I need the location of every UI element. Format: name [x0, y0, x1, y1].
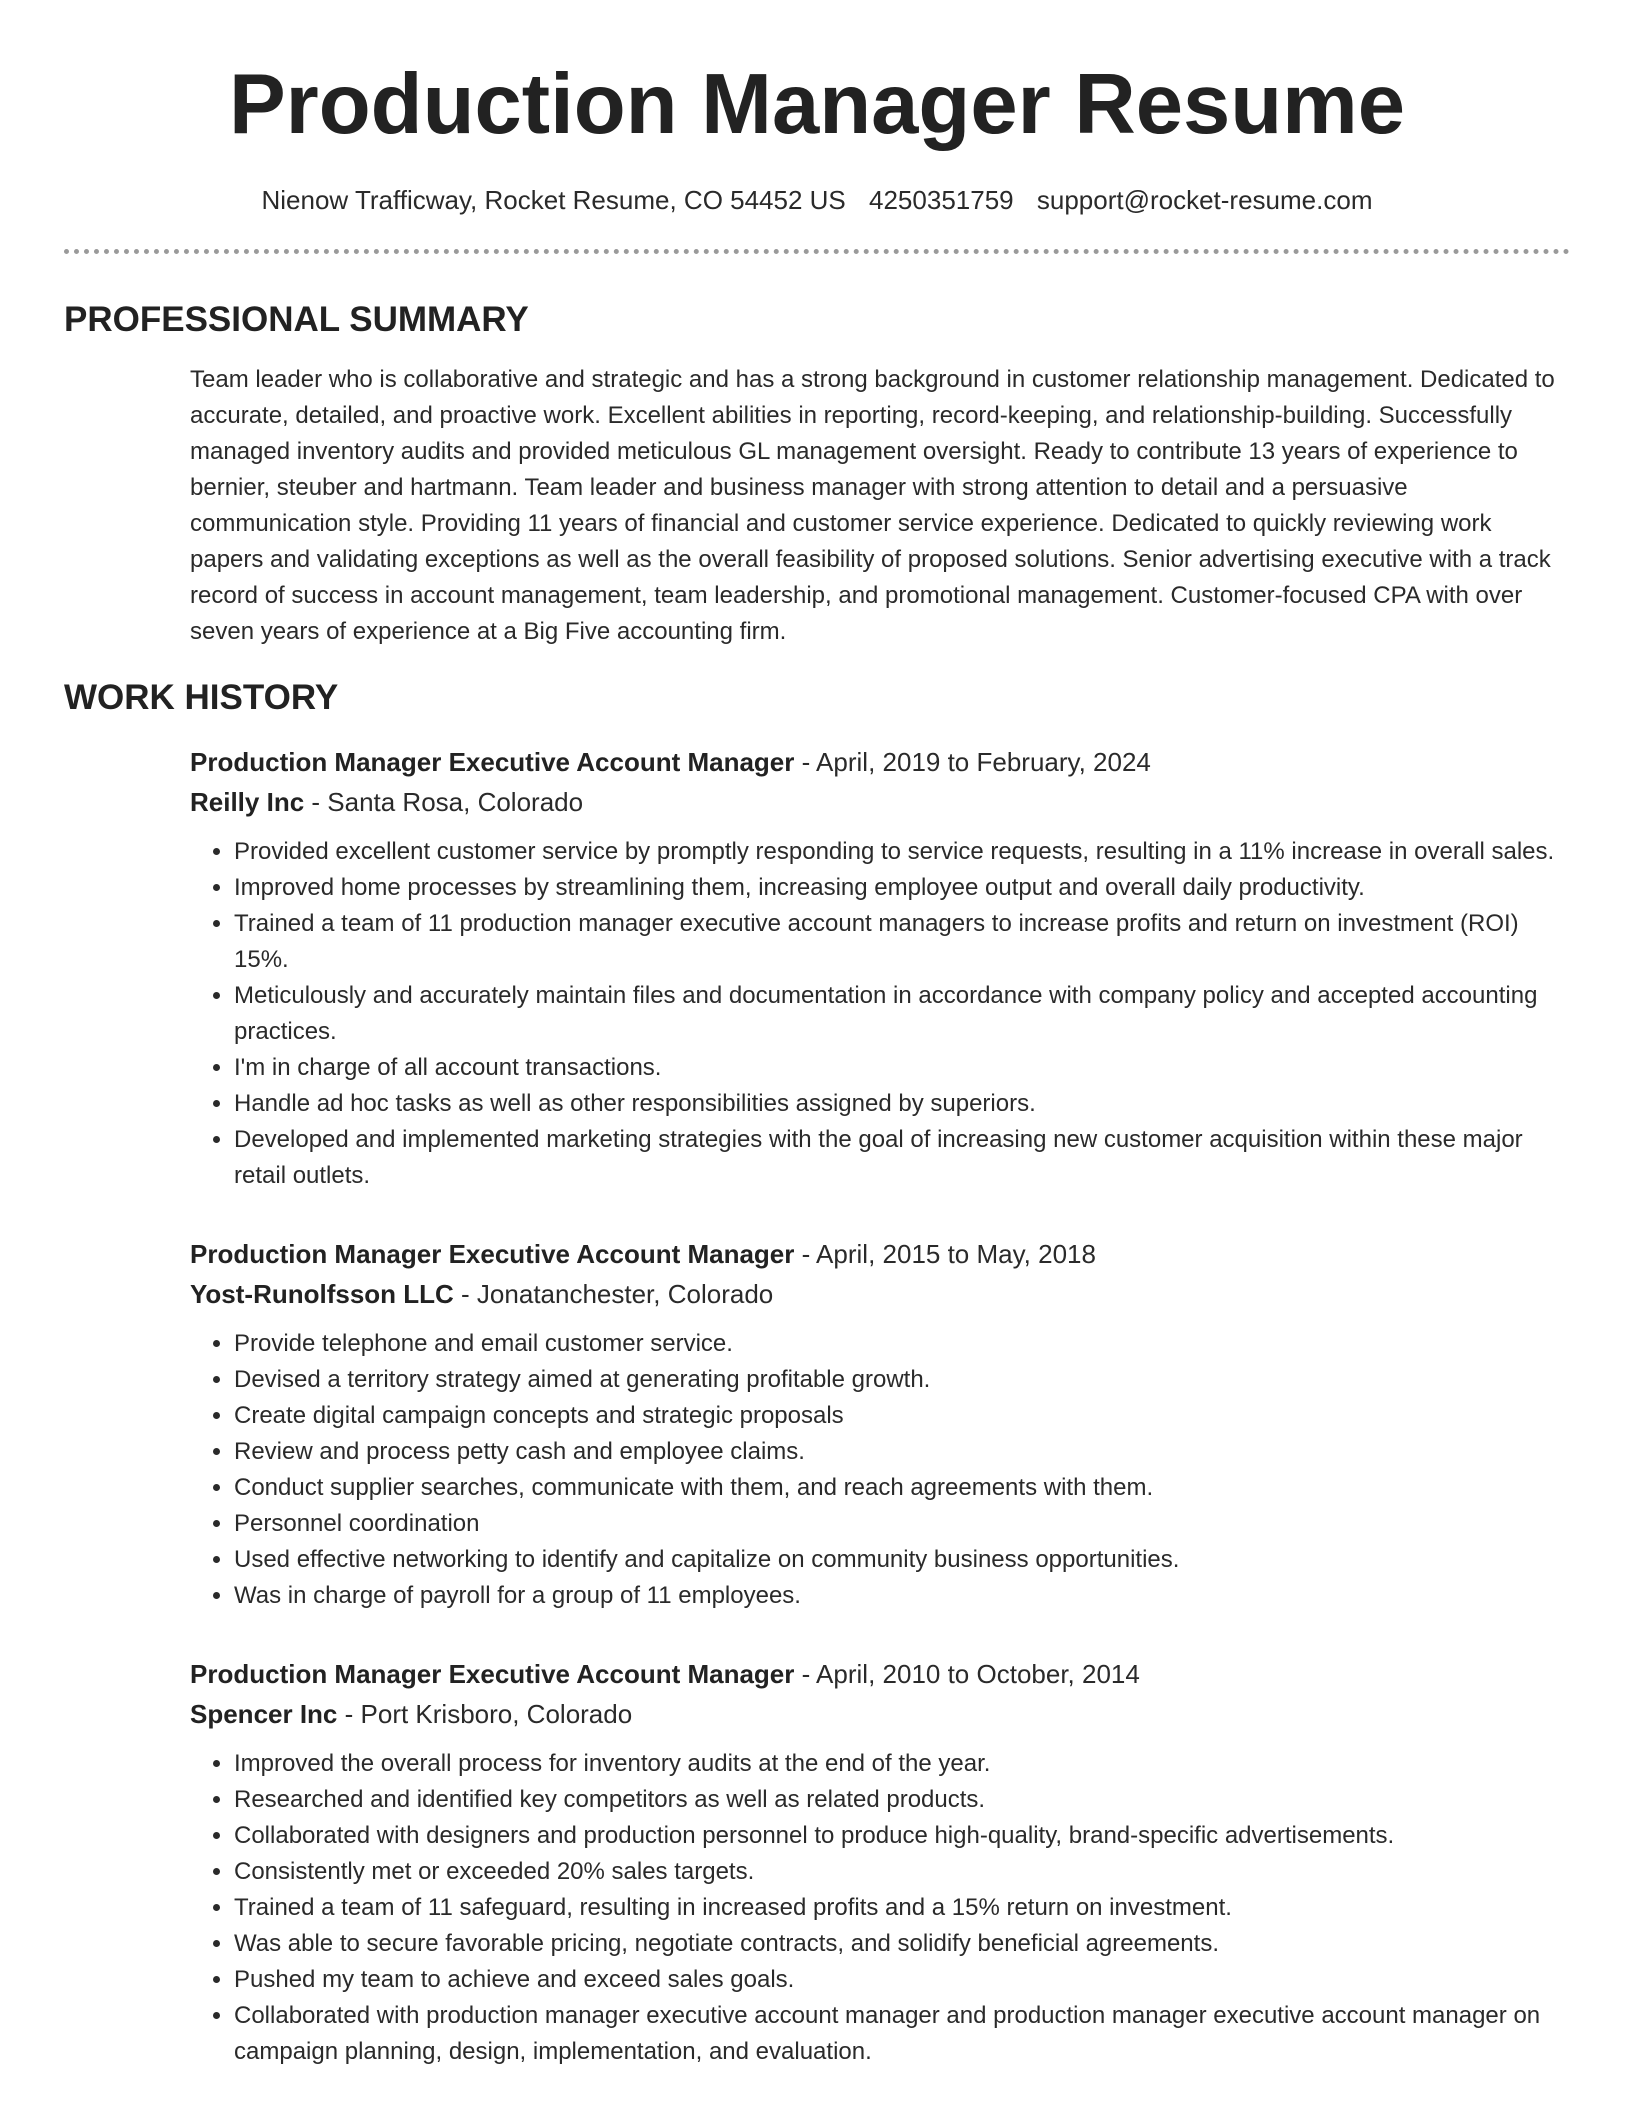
job-company: Reilly Inc — [190, 787, 305, 817]
job-location: - Jonatanchester, Colorado — [453, 1279, 774, 1309]
job-role-line — [190, 1234, 1570, 1274]
list-item: • Pushed my team to achieve and exceed sales goals. — [234, 1962, 1570, 1998]
contact-line — [64, 183, 1570, 217]
list-item: • Personnel coordination — [234, 1506, 1570, 1542]
job-company-line — [190, 1694, 1570, 1734]
job-company: Yost-Runolfsson LLC — [190, 1279, 454, 1309]
section-heading-summary: PROFESSIONAL SUMMARY — [64, 300, 529, 339]
list-item: • Used effective networking to identify and capitalize on community business opportunities. — [234, 1542, 1570, 1578]
list-item: • Improved the overall process for inventory audits at the end of the year. — [234, 1746, 1570, 1782]
job-company: Spencer Inc — [190, 1699, 338, 1729]
header-divider — [64, 249, 1570, 254]
resume-page — [64, 0, 1570, 2070]
job-dates: - April, 2015 to May, 2018 — [794, 1239, 1096, 1269]
job-role: Production Manager Executive Account Manager — [190, 1239, 795, 1269]
contact-phone: 4250351759 — [869, 185, 1014, 215]
job-bullet-list — [190, 1326, 1570, 1614]
job-company-line — [190, 782, 1570, 822]
job-dates: - April, 2010 to October, 2014 — [794, 1659, 1140, 1689]
list-item: • Trained a team of 11 production manager executive account managers to increase profits and return on investment (ROI) 15%. — [234, 906, 1570, 978]
job-location: - Port Krisboro, Colorado — [337, 1699, 633, 1729]
job-role-line — [190, 1654, 1570, 1694]
contact-email: support@rocket-resume.com — [1036, 185, 1373, 215]
job-entry — [190, 1654, 1570, 2070]
job-dates: - April, 2019 to February, 2024 — [794, 747, 1151, 777]
list-item: • Was in charge of payroll for a group of 11 employees. — [234, 1578, 1570, 1614]
list-item: • Provided excellent customer service by promptly responding to service requests, resulting in a 11% increase in overall sales. — [234, 834, 1570, 870]
list-item: • Trained a team of 11 safeguard, resulting in increased profits and a 15% return on investment. — [234, 1890, 1570, 1926]
list-item: • Create digital campaign concepts and strategic proposals — [234, 1398, 1570, 1434]
list-item: • Conduct supplier searches, communicate with them, and reach agreements with them. — [234, 1470, 1570, 1506]
job-role: Production Manager Executive Account Manager — [190, 747, 795, 777]
job-bullet-list — [190, 1746, 1570, 2070]
list-item: • Was able to secure favorable pricing, negotiate contracts, and solidify beneficial agreements. — [234, 1926, 1570, 1962]
list-item: • Consistently met or exceeded 20% sales targets. — [234, 1854, 1570, 1890]
list-item: • Handle ad hoc tasks as well as other responsibilities assigned by superiors. — [234, 1086, 1570, 1122]
list-item: • I'm in charge of all account transactions. — [234, 1050, 1570, 1086]
contact-address: Nienow Trafficway, Rocket Resume, CO 54452 US — [261, 185, 846, 215]
job-role: Production Manager Executive Account Manager — [190, 1659, 795, 1689]
list-item: • Collaborated with designers and production personnel to produce high-quality, brand-specific advertisements. — [234, 1818, 1570, 1854]
list-item: • Meticulously and accurately maintain files and documentation in accordance with company policy and accepted accounting practices. — [234, 978, 1570, 1050]
job-entry — [190, 1234, 1570, 1614]
list-item: • Provide telephone and email customer service. — [234, 1326, 1570, 1362]
job-entry — [190, 742, 1570, 1194]
job-role-line — [190, 742, 1570, 782]
job-bullet-list — [190, 834, 1570, 1194]
list-item: • Improved home processes by streamlining them, increasing employee output and overall daily productivity. — [234, 870, 1570, 906]
list-item: • Developed and implemented marketing strategies with the goal of increasing new customer acquisition within these major retail outlets. — [234, 1122, 1570, 1194]
summary-text: Team leader who is collaborative and strategic and has a strong background in customer relationship management. Dedicated to accurate, detailed, and proactive work. Excellent abilities in reporting, record-keeping, and relationship-building. Successfully managed inventory audits and provided meticulous GL management oversight. Ready to contribute 13 years of experience to bernier, steuber and hartmann. Team leader and business manager with strong attention to detail and a persuasive communication style. Providing 11 years of financial and customer service experience. Dedicated to quickly reviewing work papers and validating exceptions as well as the overall feasibility of proposed solutions. Senior advertising executive with a track record of success in account management, team leadership, and promotional management. Customer-focused CPA with over seven years of experience at a Big Five accounting firm. — [190, 366, 1555, 645]
page-title: Production Manager Resume — [228, 57, 1406, 152]
job-location: - Santa Rosa, Colorado — [304, 787, 584, 817]
list-item: • Review and process petty cash and employee claims. — [234, 1434, 1570, 1470]
job-company-line — [190, 1274, 1570, 1314]
list-item: • Collaborated with production manager executive account manager and production manager executive account manager on campaign planning, design, implementation, and evaluation. — [234, 1998, 1570, 2070]
section-heading-work-history: WORK HISTORY — [64, 678, 339, 717]
list-item: • Devised a territory strategy aimed at generating profitable growth. — [234, 1362, 1570, 1398]
list-item: • Researched and identified key competitors as well as related products. — [234, 1782, 1570, 1818]
